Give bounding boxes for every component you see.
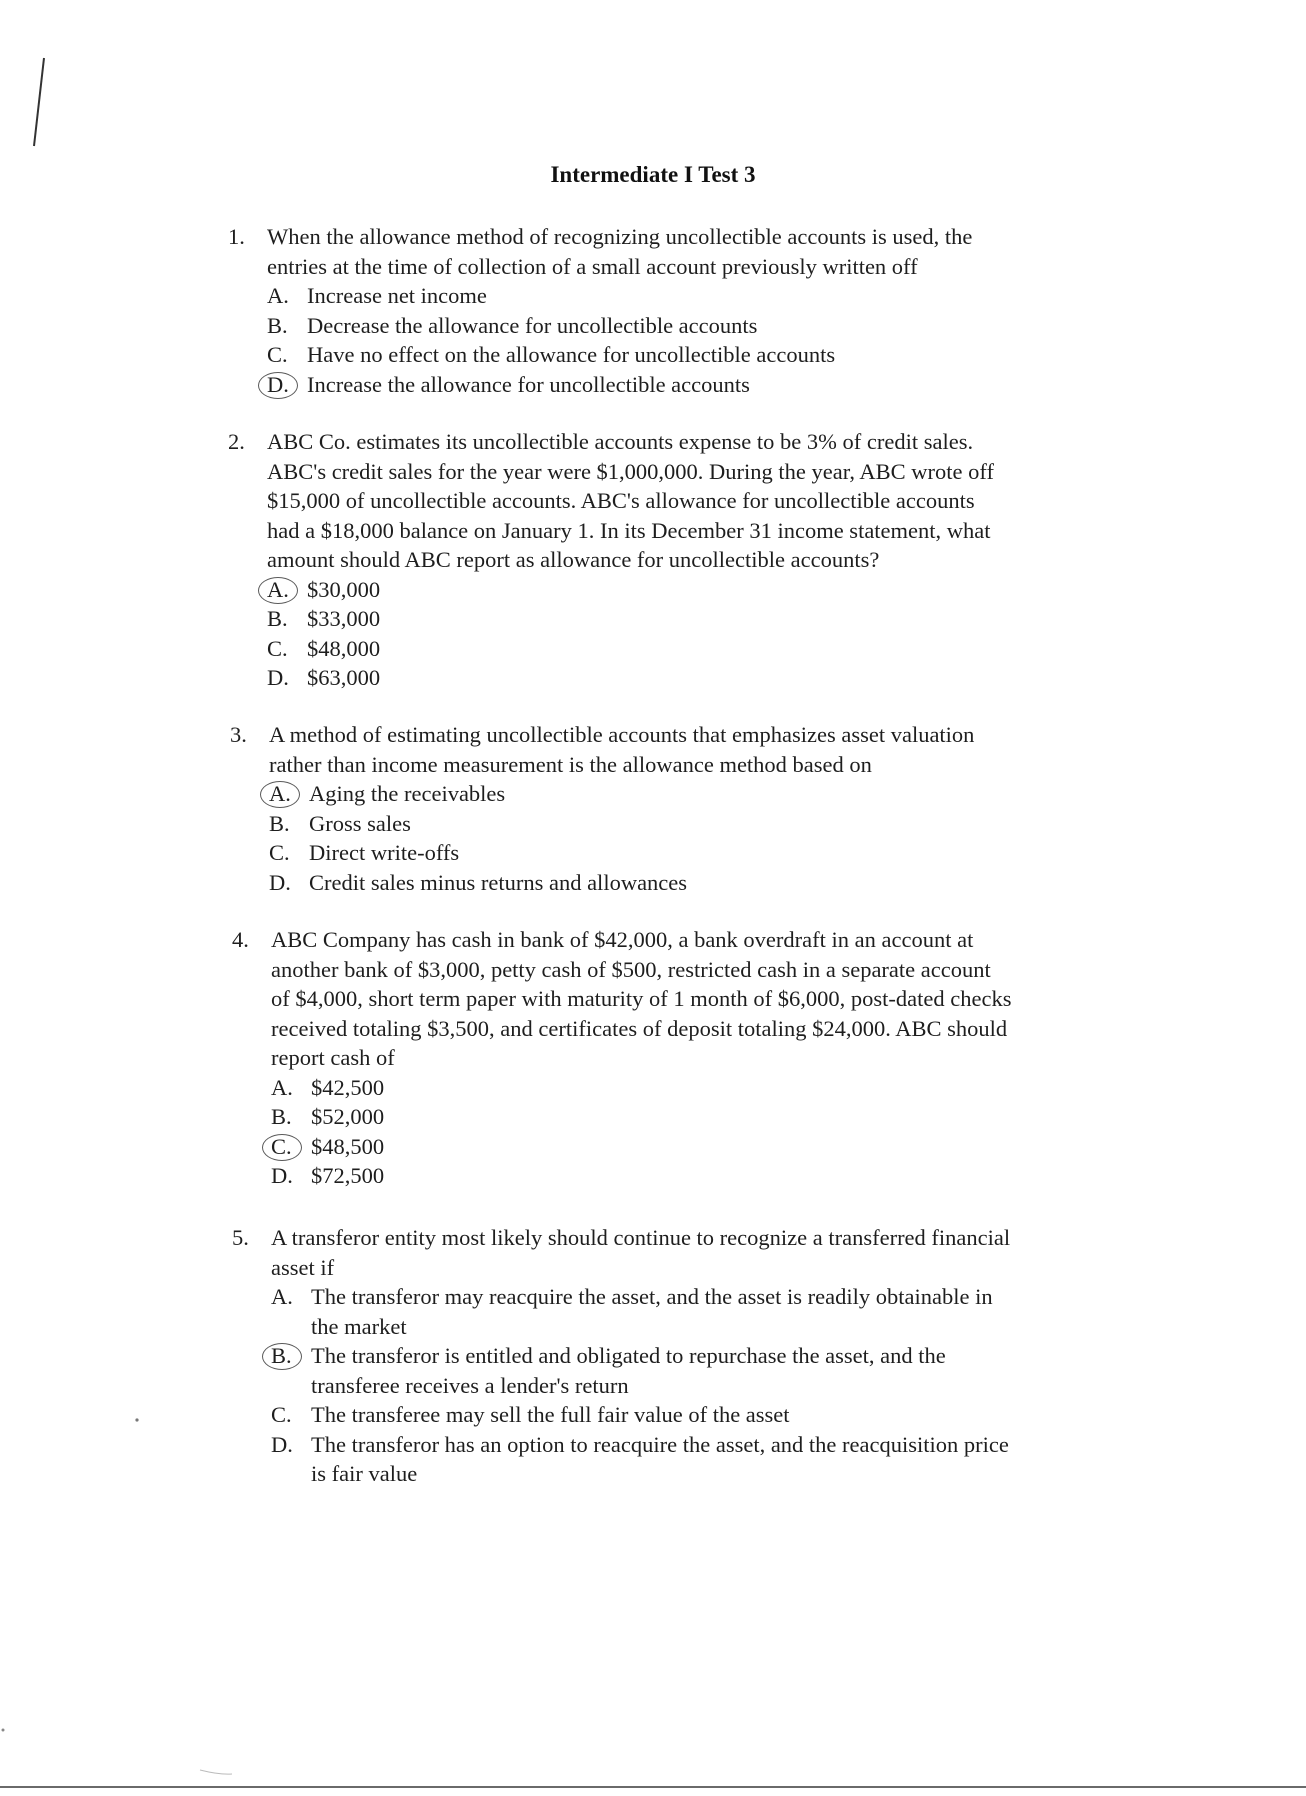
option-letter: C.: [267, 342, 288, 367]
option-text: Decrease the allowance for uncollectible accounts: [307, 312, 758, 338]
option-text: transferee receives a lender's return: [311, 1372, 629, 1398]
option-letter: A.: [267, 283, 289, 308]
option-a: [232, 1282, 1010, 1341]
option-b: [232, 1102, 1011, 1132]
option-d: [228, 370, 972, 400]
option-text: Increase net income: [307, 283, 487, 308]
option-c: [228, 340, 972, 370]
option-c: [232, 1400, 1010, 1430]
question-2: [228, 427, 994, 693]
option-text: $72,500: [311, 1163, 385, 1188]
option-c: [230, 838, 974, 868]
option-text: Gross sales: [309, 810, 411, 836]
question-1: [228, 222, 972, 399]
stem-line: ABC Company has cash in bank of $42,000, a bank overdraft in an account at: [271, 927, 974, 952]
question-stem: [230, 720, 974, 779]
option-letter: A.: [267, 576, 289, 602]
question-number: 1.: [228, 224, 245, 249]
option-letter: D.: [267, 371, 289, 397]
option-a: [230, 779, 974, 809]
option-letter: C.: [269, 840, 290, 865]
option-text: The transferor is entitled and obligated to repurchase the asset, and the: [311, 1343, 946, 1368]
option-text: Have no effect on the allowance for uncollectible accounts: [307, 342, 836, 367]
stem-line: entries at the time of collection of a small account previously written off: [267, 253, 918, 279]
option-letter: A.: [271, 1074, 293, 1100]
option-letter: B.: [271, 1104, 292, 1129]
stem-line: ABC Co. estimates its uncollectible accounts expense to be 3% of credit sales.: [267, 429, 974, 454]
option-d: [230, 868, 974, 898]
question-stem: [228, 427, 994, 575]
option-c: [232, 1132, 1011, 1162]
question-number: 2.: [228, 429, 245, 454]
option-letter: C.: [271, 1402, 292, 1427]
question-number: 5.: [232, 1225, 249, 1250]
option-text: $48,500: [311, 1133, 385, 1159]
option-text: Aging the receivables: [309, 781, 506, 806]
option-letter: B.: [267, 312, 288, 338]
option-text: the market: [311, 1313, 407, 1339]
option-letter: C.: [267, 635, 288, 661]
stem-line: $15,000 of uncollectible accounts. ABC's allowance for uncollectible accounts: [267, 488, 975, 513]
option-b: [230, 809, 974, 839]
stem-line: ABC's credit sales for the year were $1,000,000. During the year, ABC wrote off: [267, 458, 994, 484]
stem-line: rather than income measurement is the allowance method based on: [269, 751, 872, 777]
option-b: [228, 311, 972, 341]
stem-line: amount should ABC report as allowance for uncollectible accounts?: [267, 547, 880, 572]
question-4: [232, 925, 1011, 1191]
stem-line: had a $18,000 balance on January 1. In its December 31 income statement, what: [267, 517, 991, 543]
option-letter: D.: [271, 1163, 293, 1188]
test-title: Intermediate I Test 3: [550, 162, 756, 187]
option-letter: D.: [271, 1431, 293, 1457]
stem-line: received totaling $3,500, and certificates of deposit totaling $24,000. ABC should: [271, 1015, 1008, 1041]
option-text: Increase the allowance for uncollectible accounts: [307, 371, 750, 397]
question-stem: [232, 1223, 1010, 1282]
option-text: The transferor may reacquire the asset, and the asset is readily obtainable in: [311, 1284, 993, 1309]
option-letter: D.: [267, 665, 289, 690]
stem-line: asset if: [271, 1254, 335, 1280]
option-d: [228, 663, 994, 693]
option-b: [232, 1341, 1010, 1400]
question-number: 3.: [230, 722, 247, 747]
question-5: [232, 1223, 1010, 1489]
question-number: 4.: [232, 927, 249, 952]
stem-line: report cash of: [271, 1045, 395, 1070]
option-letter: A.: [269, 781, 291, 806]
option-text: $30,000: [307, 576, 381, 602]
stem-line: of $4,000, short term paper with maturity of 1 month of $6,000, post-dated checks: [271, 986, 1012, 1011]
option-text: Direct write-offs: [309, 840, 460, 865]
question-3: [230, 720, 974, 897]
stem-line: A transferor entity most likely should continue to recognize a transferred financial: [271, 1225, 1011, 1250]
option-text: The transferor has an option to reacquire the asset, and the reacquisition price: [311, 1431, 1009, 1457]
option-text: $42,500: [311, 1074, 385, 1100]
option-letter: C.: [271, 1133, 292, 1159]
option-letter: A.: [271, 1284, 293, 1309]
option-text: $48,000: [307, 635, 381, 661]
option-letter: D.: [269, 869, 291, 895]
option-d: [232, 1161, 1011, 1191]
option-a: [228, 575, 994, 605]
stem-line: When the allowance method of recognizing uncollectible accounts is used, the: [267, 224, 973, 249]
option-text: The transferee may sell the full fair value of the asset: [311, 1402, 790, 1427]
option-text: Credit sales minus returns and allowances: [309, 869, 688, 895]
option-text: $33,000: [307, 606, 381, 631]
option-c: [228, 634, 994, 664]
option-d: [232, 1430, 1010, 1489]
option-b: [228, 604, 994, 634]
scan-edge-line: [0, 1786, 1306, 1788]
option-a: [228, 281, 972, 311]
option-letter: B.: [271, 1343, 292, 1368]
option-text: $63,000: [307, 665, 381, 690]
stem-line: A method of estimating uncollectible accounts that emphasizes asset valuation: [269, 722, 975, 747]
question-stem: [228, 222, 972, 281]
option-text: is fair value: [311, 1461, 418, 1486]
option-letter: B.: [267, 606, 288, 631]
question-stem: [232, 925, 1011, 1073]
option-letter: B.: [269, 810, 290, 836]
option-text: $52,000: [311, 1104, 385, 1129]
stem-line: another bank of $3,000, petty cash of $500, restricted cash in a separate account: [271, 956, 991, 982]
option-a: [232, 1073, 1011, 1103]
